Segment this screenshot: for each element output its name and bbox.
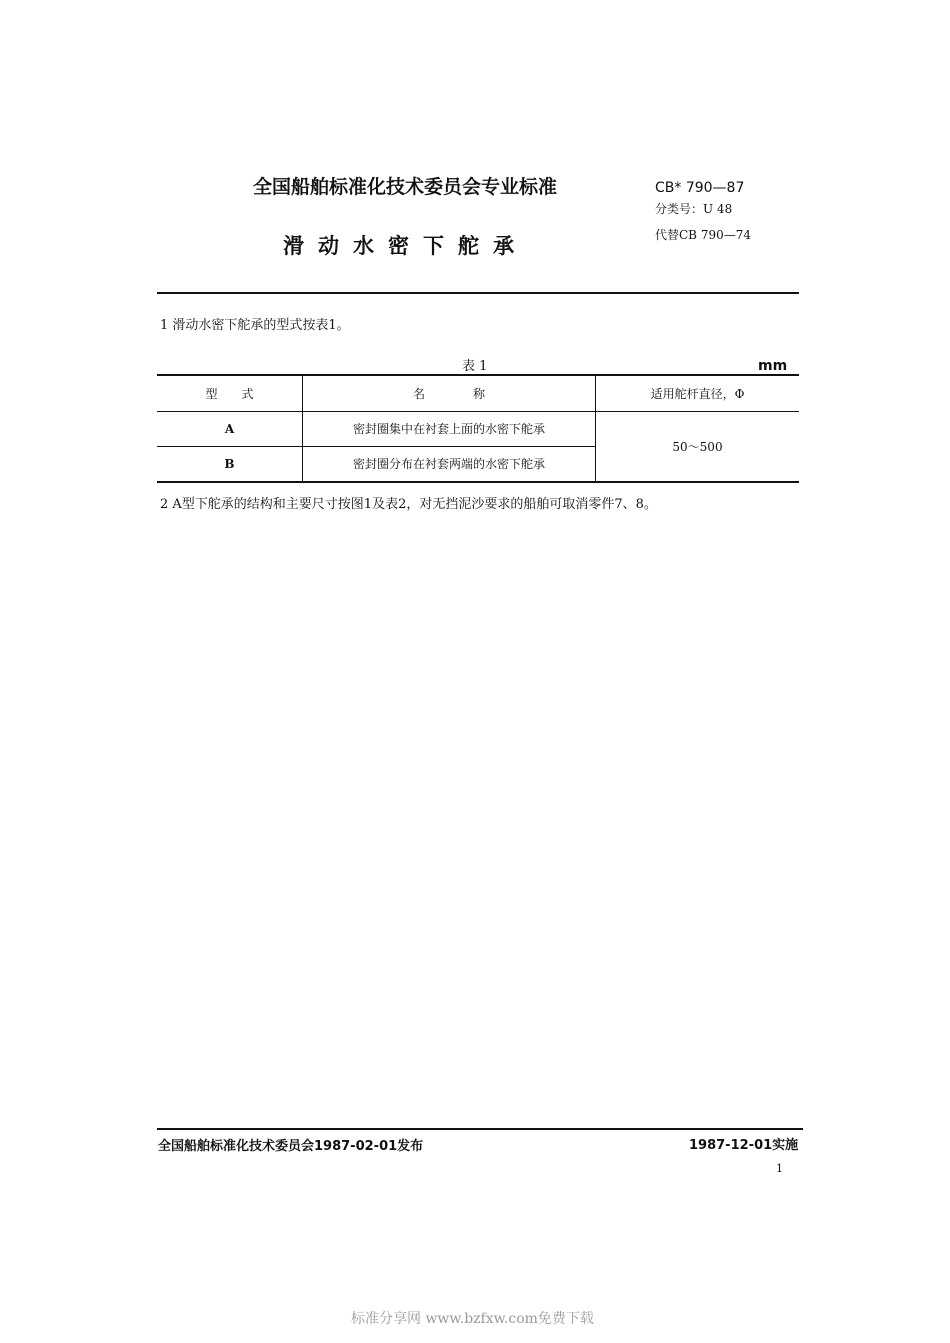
effective-date: 1987-12-01实施 xyxy=(689,1138,799,1153)
header-name: 名 称 xyxy=(303,375,596,411)
row-type-cell xyxy=(157,446,303,482)
page-number: 1 xyxy=(776,1162,783,1175)
row-type: A xyxy=(224,421,235,436)
section-1-text: 1 滑动水密下舵承的型式按表1。 xyxy=(160,318,350,333)
row-name: 密封圈分布在衬套两端的水密下舵承 xyxy=(303,446,596,482)
header-divider xyxy=(157,292,799,294)
row-type: B xyxy=(224,456,235,471)
watermark-text: 标准分享网 www.bzfxw.com免费下载 xyxy=(351,1311,594,1327)
table-1 xyxy=(157,374,799,483)
table-header-row xyxy=(157,375,799,411)
classification-code: 分类号：U 48 xyxy=(655,202,733,216)
footer-divider xyxy=(157,1128,803,1130)
table-caption: 表 1 xyxy=(462,359,488,374)
table-row xyxy=(157,411,799,446)
issuer-line: 全国船舶标准化技术委员会1987-02-01发布 xyxy=(158,1139,424,1154)
document-title: 滑动水密下舵承 xyxy=(283,234,528,258)
standard-code: CB* 790—87 xyxy=(655,180,745,196)
row-type-cell xyxy=(157,411,303,446)
diameter-range: 50～500 xyxy=(672,439,723,454)
row-name: 密封圈集中在衬套上面的水密下舵承 xyxy=(303,411,596,446)
replaces-code: 代替CB 790—74 xyxy=(655,228,751,242)
org-title: 全国船舶标准化技术委员会专业标准 xyxy=(253,176,558,198)
section-2-text: 2 A型下舵承的结构和主要尺寸按图1及表2，对无挡泥沙要求的船舶可取消零件7、8。 xyxy=(160,497,657,512)
header-type: 型 式 xyxy=(157,375,303,411)
table-unit: mm xyxy=(758,358,788,374)
header-diameter: 适用舵杆直径，Φ xyxy=(596,375,800,411)
